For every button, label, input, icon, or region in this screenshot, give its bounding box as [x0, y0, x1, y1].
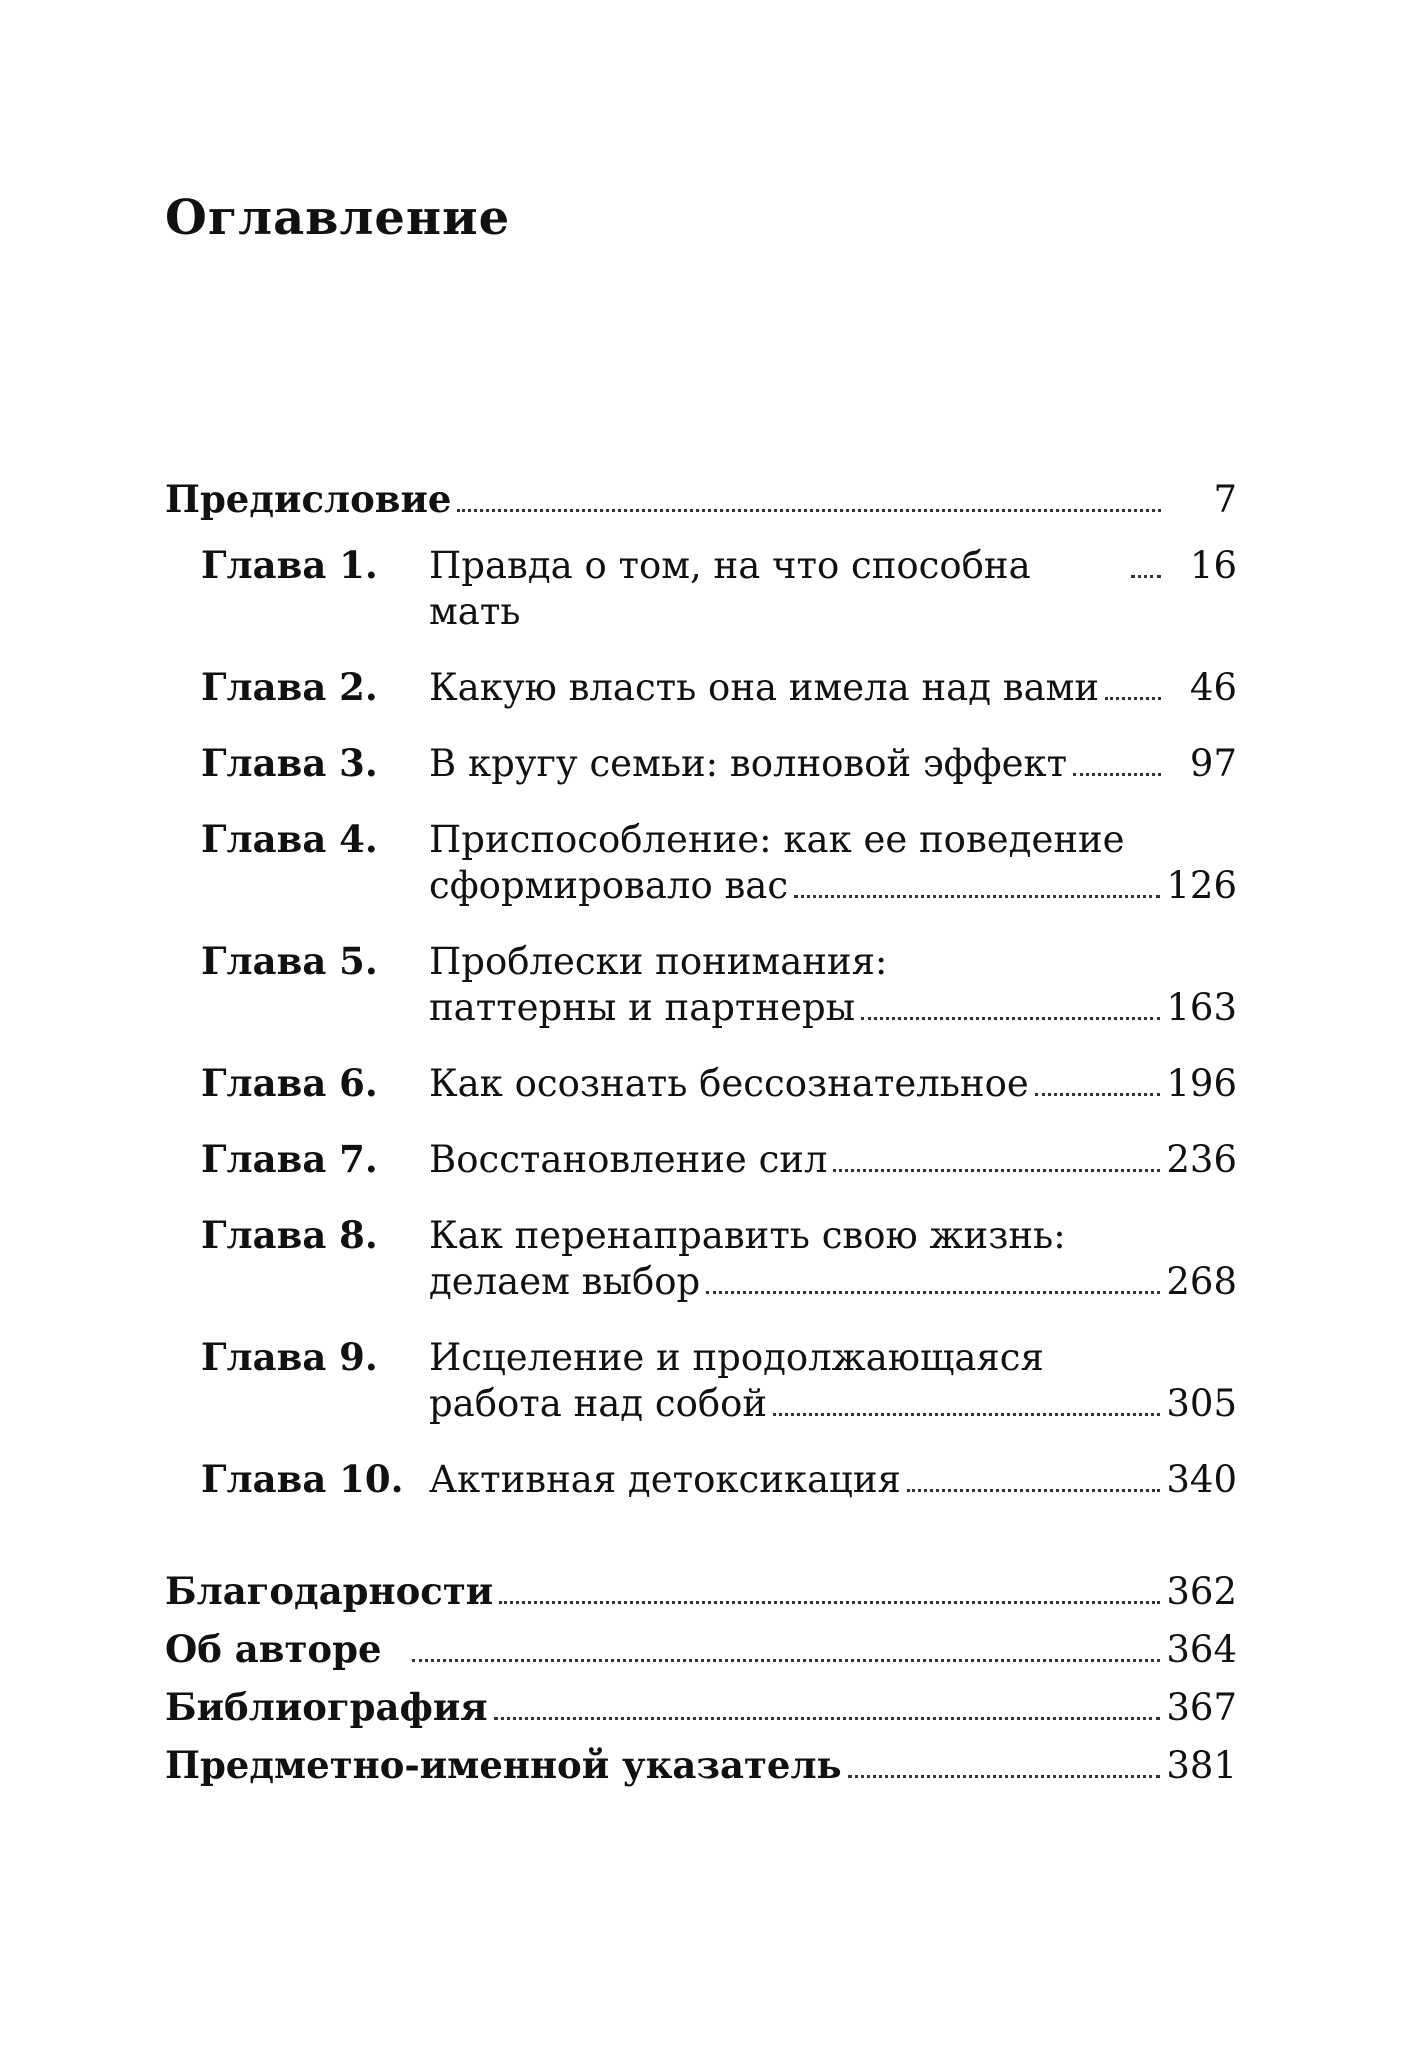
toc-entry-chapter-5[interactable] [165, 938, 1237, 1031]
chapter-title-continued: делаем выбор [429, 1260, 701, 1303]
page-number: 163 [1166, 986, 1237, 1029]
toc-entry-title: Об авторе [165, 1627, 382, 1671]
chapter-label: Глава 3. [201, 741, 378, 785]
toc-entry-acknowledgments[interactable] [165, 1568, 1237, 1626]
dot-leader [773, 1413, 1160, 1416]
dot-leader [1131, 575, 1161, 578]
chapter-title-continued: сформировало вас [429, 864, 789, 907]
chapter-label: Глава 8. [201, 1213, 378, 1257]
dot-leader [1035, 1093, 1161, 1096]
chapter-label: Глава 6. [201, 1061, 378, 1105]
page-number: 46 [1189, 666, 1237, 709]
dot-leader [499, 1601, 1160, 1604]
page-number: 268 [1166, 1260, 1237, 1303]
toc-entry-chapter-7[interactable] [165, 1136, 1237, 1183]
chapter-title-continued: работа над собой [429, 1382, 768, 1425]
toc-entry-chapter-1[interactable] [165, 542, 1237, 635]
dot-leader [861, 1017, 1160, 1020]
chapter-title: Какую власть она имела над вами [429, 666, 1100, 709]
page-number: 236 [1166, 1138, 1237, 1181]
chapter-title: Восстановление сил [429, 1138, 828, 1181]
toc-entry-chapter-8[interactable] [165, 1212, 1237, 1305]
toc-entry-chapter-2[interactable] [165, 664, 1237, 711]
page-number: 126 [1166, 864, 1237, 907]
chapter-label: Глава 1. [201, 543, 378, 587]
toc-entry-chapter-6[interactable] [165, 1060, 1237, 1107]
chapter-label: Глава 10. [201, 1457, 404, 1501]
toc-entry-title: Предметно-именной указатель [165, 1743, 842, 1787]
page-title: Оглавление [165, 190, 511, 246]
dot-leader [833, 1169, 1160, 1172]
dot-leader [457, 509, 1161, 512]
toc-entry-bibliography[interactable] [165, 1684, 1237, 1742]
chapter-label: Глава 9. [201, 1335, 378, 1379]
page-number: 367 [1166, 1686, 1237, 1729]
page-number: 364 [1166, 1628, 1237, 1671]
page-number: 305 [1166, 1382, 1237, 1425]
chapter-title: Как перенаправить свою жизнь: [429, 1214, 1066, 1257]
chapter-label: Глава 2. [201, 665, 378, 709]
dot-leader [907, 1489, 1161, 1492]
table-of-contents [165, 476, 1237, 1800]
page-number: 16 [1189, 544, 1237, 587]
toc-entry-title: Библиография [165, 1685, 488, 1729]
chapter-title: Приспособление: как ее поведение [429, 818, 1125, 861]
toc-entry-index[interactable] [165, 1742, 1237, 1800]
toc-entry-chapter-4[interactable] [165, 816, 1237, 909]
chapter-title: Исцеление и продолжающаяся [429, 1336, 1044, 1379]
toc-entry-title: Предисловие [165, 477, 452, 521]
dot-leader [1073, 773, 1161, 776]
toc-entry-chapter-3[interactable] [165, 740, 1237, 787]
toc-entry-foreword[interactable] [165, 476, 1237, 542]
dot-leader [494, 1717, 1161, 1720]
chapter-label: Глава 7. [201, 1137, 378, 1181]
toc-entry-chapter-10[interactable] [165, 1456, 1237, 1503]
chapter-title: Правда о том, на что способна мать [429, 544, 1031, 633]
page-number: 97 [1189, 742, 1237, 785]
chapter-title: Как осознать бессознательное [429, 1062, 1029, 1105]
chapter-label: Глава 5. [201, 939, 378, 983]
page-number: 7 [1213, 478, 1237, 521]
page-number: 362 [1166, 1570, 1237, 1613]
toc-entry-title: Благодарности [165, 1569, 494, 1613]
chapter-title: В кругу семьи: волновой эффект [429, 742, 1068, 785]
dot-leader [848, 1775, 1161, 1778]
dot-leader [412, 1659, 1161, 1662]
chapter-title: Проблески понимания: [429, 940, 888, 983]
page-number: 381 [1166, 1744, 1237, 1787]
chapter-label: Глава 4. [201, 817, 378, 861]
toc-entry-about-author[interactable] [165, 1626, 1237, 1684]
dot-leader [1105, 697, 1161, 700]
dot-leader [794, 895, 1160, 898]
dot-leader [706, 1291, 1160, 1294]
page-number: 340 [1166, 1458, 1237, 1501]
chapter-title-continued: паттерны и партнеры [429, 986, 856, 1029]
chapter-title: Активная детоксикация [429, 1458, 901, 1501]
toc-entry-chapter-9[interactable] [165, 1334, 1237, 1427]
page-number: 196 [1166, 1062, 1237, 1105]
